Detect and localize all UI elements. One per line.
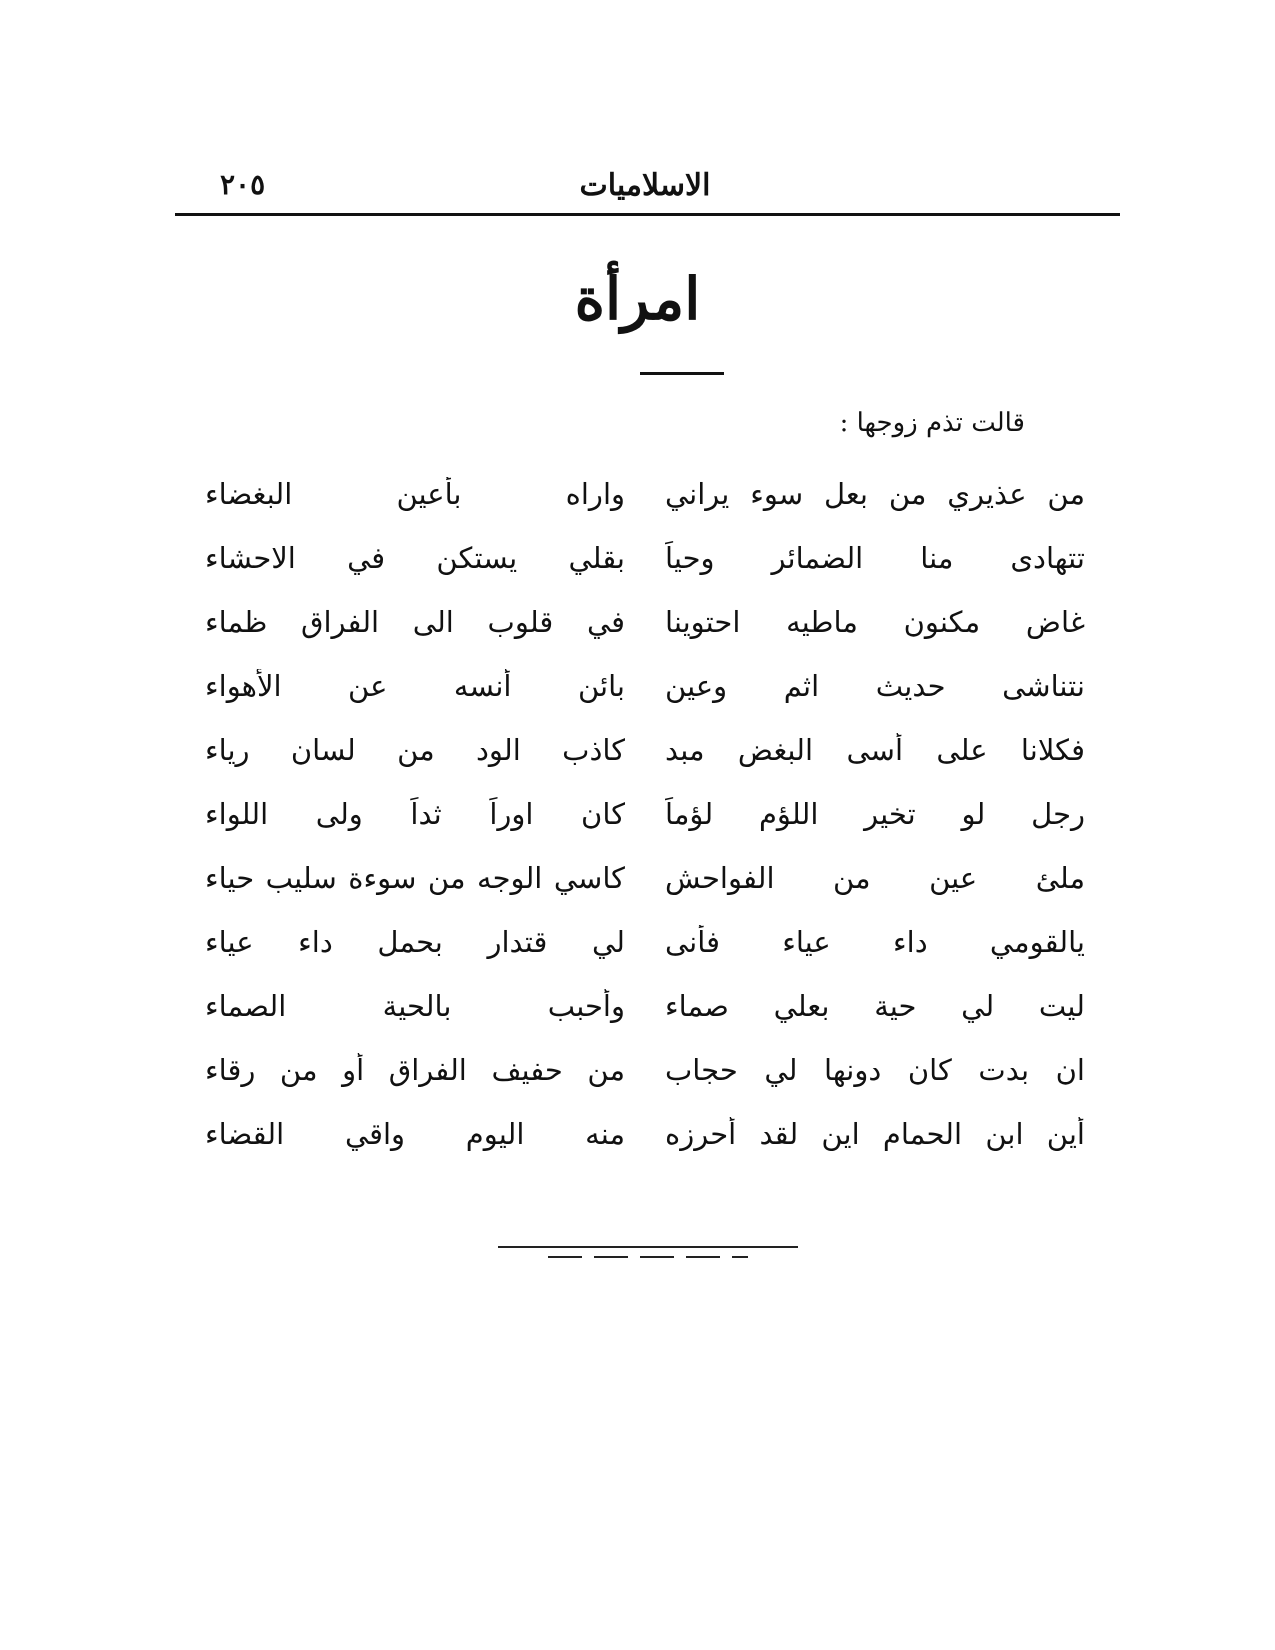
- verse-second-hemistich: كاسي الوجه من سوءة سليب حياء: [205, 861, 625, 895]
- verse-first-hemistich: فكلانا على أسى البغض مبد: [665, 733, 1085, 767]
- verse-second-hemistich: وأحبب بالحية الصماء: [205, 989, 625, 1023]
- verse: [205, 782, 1085, 846]
- verse-second-hemistich: في قلوب الى الفراق ظماء: [205, 605, 625, 639]
- verse: [205, 590, 1085, 654]
- verse-first-hemistich: أين ابن الحمام اين لقد أحرزه: [665, 1117, 1085, 1151]
- poem-title: امرأة: [574, 265, 701, 333]
- verse-second-hemistich: بائن أنسه عن الأهواء: [205, 669, 625, 703]
- verse-second-hemistich: لي قتدار بحمل داء عياء: [205, 925, 625, 959]
- header-rule: [175, 213, 1120, 216]
- verse-first-hemistich: رجل لو تخير اللؤم لؤماً: [665, 797, 1085, 831]
- running-header: [175, 160, 1115, 210]
- verse: [205, 1038, 1085, 1102]
- end-ornament-dashes: [548, 1256, 748, 1258]
- verse-second-hemistich: كاذب الود من لسان رياء: [205, 733, 625, 767]
- verse-second-hemistich: كان اوراً ثداً ولى اللواء: [205, 797, 625, 831]
- verse-first-hemistich: ليت لي حية بعلي صماء: [665, 989, 1085, 1023]
- verse: [205, 526, 1085, 590]
- verse-second-hemistich: منه اليوم واقي القضاء: [205, 1117, 625, 1151]
- verse-second-hemistich: بقلي يستكن في الاحشاء: [205, 541, 625, 575]
- verse-first-hemistich: تتهادى منا الضمائر وحياً: [665, 541, 1085, 575]
- verse-second-hemistich: من حفيف الفراق أو من رقاء: [205, 1053, 625, 1087]
- verse-first-hemistich: غاض مكنون ماطيه احتوينا: [665, 605, 1085, 639]
- verse: [205, 1102, 1085, 1166]
- poem-intro: قالت تذم زوجها :: [839, 408, 1025, 438]
- end-ornament: [498, 1240, 798, 1260]
- verse-first-hemistich: يالقومي داء عياء فأنى: [665, 925, 1085, 959]
- end-ornament-rule: [498, 1246, 798, 1248]
- poem-verses: [205, 462, 1085, 1166]
- verse: [205, 974, 1085, 1038]
- verse: [205, 462, 1085, 526]
- verse-first-hemistich: ملئ عين من الفواحش: [665, 861, 1085, 895]
- title-rule: [592, 372, 724, 375]
- running-title: الاسلاميات: [579, 168, 711, 203]
- verse-first-hemistich: نتناشى حديث اثم وعين: [665, 669, 1085, 703]
- verse-first-hemistich: من عذيري من بعل سوء يراني: [665, 477, 1085, 511]
- verse: [205, 718, 1085, 782]
- verse-first-hemistich: ان بدت كان دونها لي حجاب: [665, 1053, 1085, 1087]
- verse: [205, 654, 1085, 718]
- verse: [205, 910, 1085, 974]
- page-number: ٢٠٥: [220, 168, 266, 201]
- verse: [205, 846, 1085, 910]
- verse-second-hemistich: واراه بأعين البغضاء: [205, 477, 625, 511]
